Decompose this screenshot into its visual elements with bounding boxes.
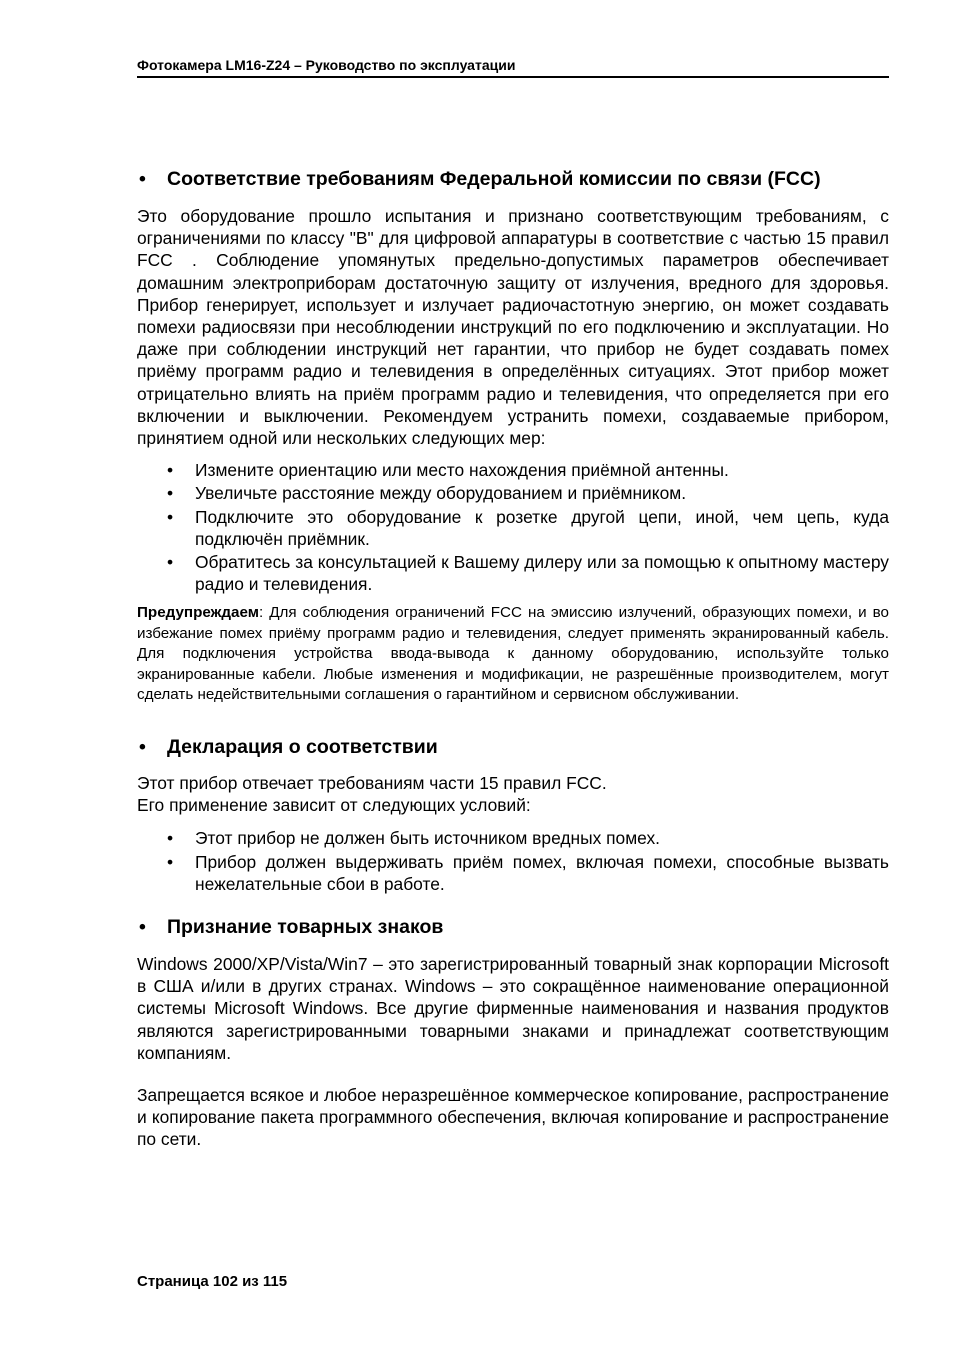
- trademarks-paragraph-1: Windows 2000/XP/Vista/Win7 – это зарегистрированный товарный знак корпорации Microsoft в США и/или в других странах. Windows – это сокращённое наименование операционной системы Microsoft Windows. Все другие фирменные наименования и названия продуктов являются зарегистрированными товарными знаками и принадлежат соответствующим компаниям.: [137, 953, 889, 1063]
- list-item-text: Обратитесь за консультацией к Вашему дилеру или за помощью к опытному мастеру радио и телевидения.: [195, 552, 889, 595]
- list-item-text: Подключите это оборудование к розетке другой цепи, иной, чем цепь, куда подключён приёмник.: [195, 506, 889, 549]
- bullet-icon: •: [167, 851, 174, 872]
- bullet-icon: •: [167, 460, 174, 481]
- warning-text: : Для соблюдения ограничений FCC на эмиссию излучений, образующих помехи, и во избежание помех приёму программ радио и телевидения, следует применять экранированный кабель. Для подключения устройства ввода-вывода к данному оборудованию, используйте только экранированные кабели. Любые изменения и модификации, не разрешённые производителем, могут сделать недействительными соглашения о гарантийном и сервисном обслуживании.: [137, 604, 889, 704]
- declaration-line-1: Этот прибор отвечает требованиям части 15 правил FCC.: [137, 772, 607, 793]
- fcc-measures-list: [137, 459, 889, 595]
- section-heading-fcc: [137, 165, 889, 193]
- trademarks-paragraph-2: Запрещается всякое и любое неразрешённое коммерческое копирование, распространение и копирование пакета программного обеспечения, включая копирование и распространение по сети.: [137, 1084, 889, 1150]
- page-number: Страница 102 из 115: [137, 1273, 288, 1290]
- fcc-warning-note: [137, 603, 889, 706]
- bullet-icon: •: [167, 506, 174, 527]
- declaration-conditions-list: [137, 827, 889, 895]
- section-heading-trademarks: [137, 913, 889, 941]
- bullet-icon: •: [139, 915, 146, 938]
- section-trademarks: [137, 913, 889, 1151]
- heading-text: Декларация о соответствии: [167, 735, 438, 758]
- section-heading-declaration: [137, 733, 889, 761]
- page-content: [137, 165, 889, 1151]
- list-item: [137, 551, 889, 595]
- declaration-line-2: Его применение зависит от следующих условий:: [137, 795, 531, 816]
- section-declaration: [137, 733, 889, 895]
- bullet-icon: •: [167, 483, 174, 504]
- list-item: [137, 827, 889, 849]
- bullet-icon: •: [167, 552, 174, 573]
- list-item: [137, 482, 889, 504]
- heading-text: Признание товарных знаков: [167, 915, 444, 938]
- document-title: Фотокамера LM16-Z24 – Руководство по эксплуатации: [137, 57, 516, 73]
- list-item: [137, 506, 889, 550]
- page-header: [137, 56, 889, 78]
- bullet-icon: •: [139, 735, 146, 758]
- heading-text: Соответствие требованиям Федеральной комиссии по связи (FCC): [167, 168, 821, 190]
- fcc-body-paragraph: Это оборудование прошло испытания и признано соответствующим требованиям, с ограничениями по классу "B" для цифровой аппаратуры в соответствие с частью 15 правил FCC . Соблюдение упомянутых предельно-допустимых параметров обеспечивает домашним электроприборам достаточную защиту от излучения, вредного для здоровья. Прибор генерирует, использует и излучает радиочастотную энергию, он может создавать помехи радиосвязи при несоблюдении инструкций по его подключению и эксплуатации. Но даже при соблюдении инструкций нет гарантии, что прибор не будет создавать помех приёму программ радио и телевидения в определённых ситуациях. Этот прибор может отрицательно влиять на приём программ радио и телевидения, что определяется при его включении и выключении. Рекомендуем устранить помехи, создаваемые прибором, принятием одной или нескольких следующих мер:: [137, 206, 889, 449]
- list-item: [137, 851, 889, 895]
- list-item-text: Прибор должен выдерживать приём помех, включая помехи, способные вызвать нежелательные сбои в работе.: [195, 851, 889, 894]
- list-item: [137, 459, 889, 481]
- list-item-text: Измените ориентацию или место нахождения приёмной антенны.: [195, 460, 729, 481]
- section-fcc: [137, 165, 889, 706]
- warning-label: Предупреждаем: [137, 604, 259, 622]
- list-item-text: Этот прибор не должен быть источником вредных помех.: [195, 828, 660, 849]
- bullet-icon: •: [167, 828, 174, 849]
- list-item-text: Увеличьте расстояние между оборудованием и приёмником.: [195, 483, 687, 504]
- bullet-icon: •: [139, 168, 146, 190]
